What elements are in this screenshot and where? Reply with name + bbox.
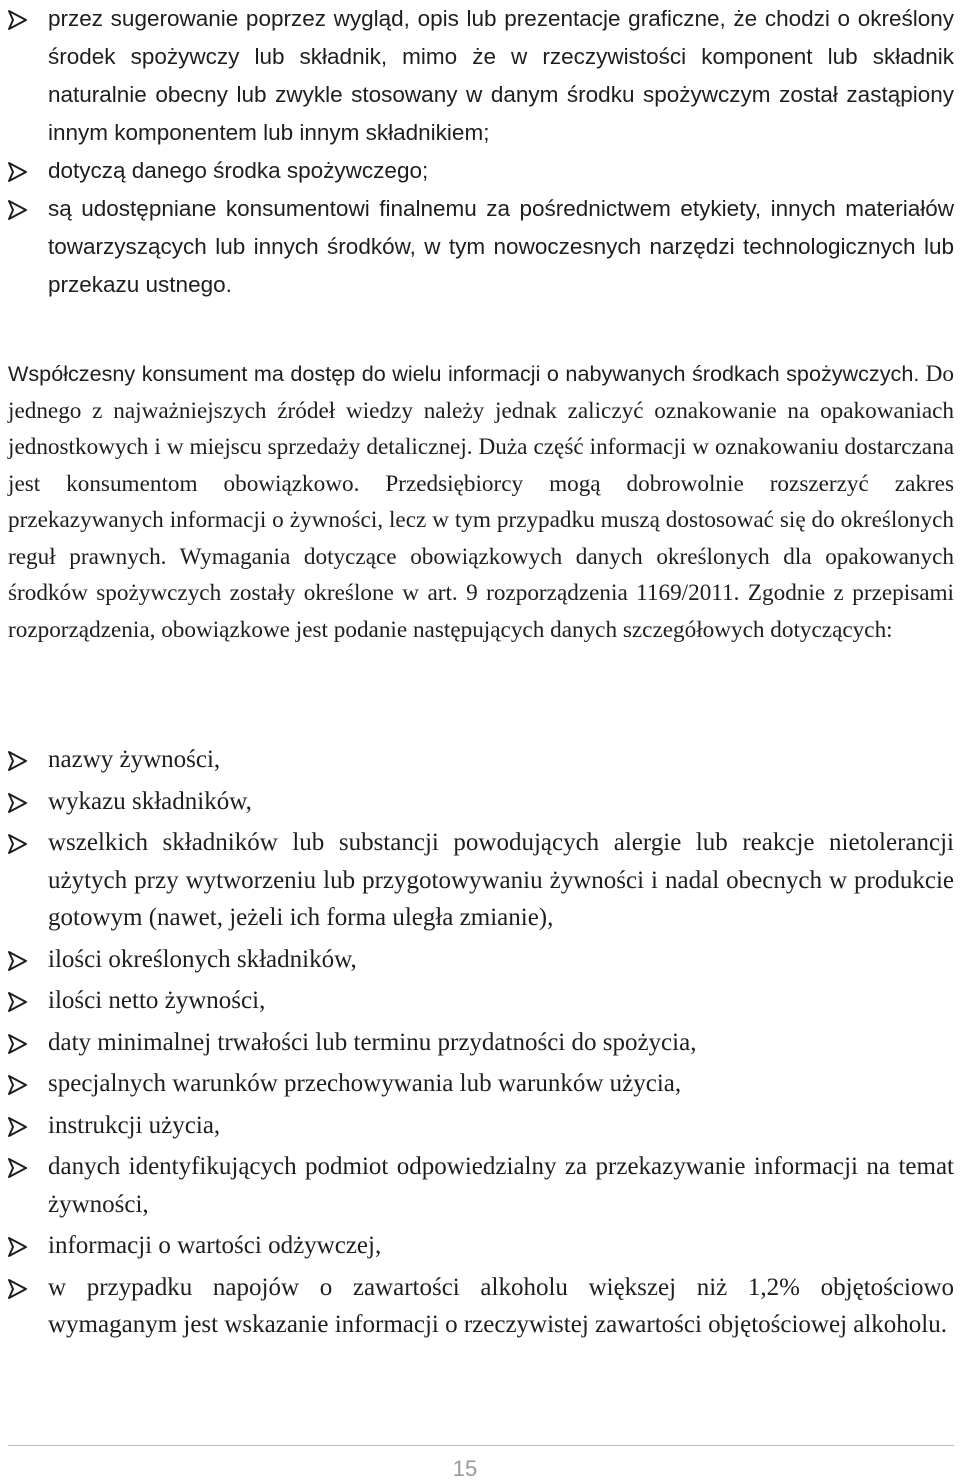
list-item-text: wszelkich składników lub substancji powodujących alergie lub reakcje nietolerancji użytych przy wytworzeniu lub przygotowywaniu żywności i nadal obecnych w produkcie gotowym (nawet, jeżeli ich forma uległa zmianie), [48, 829, 954, 931]
arrow-bullet-icon [8, 161, 28, 183]
arrow-bullet-icon [8, 833, 28, 855]
list-item [8, 941, 954, 979]
list-item-text: instrukcji użycia, [48, 1111, 221, 1139]
list-item-text: danych identyfikujących podmiot odpowiedzialny za przekazywanie informacji na temat żywności, [48, 1153, 954, 1218]
list-item [8, 1065, 954, 1103]
list-item [8, 152, 954, 190]
arrow-bullet-icon [8, 1033, 28, 1055]
paragraph-part-2: Do jednego z najważniejszych źródeł wiedzy należy jednak zaliczyć oznakowanie na opakowaniach jednostkowych i w miejscu sprzedaży detalicznej. Duża część informacji w oznakowaniu dostarczana jest konsumentom obowiązkowo. Przedsiębiorcy mogą dobrowolnie rozszerzyć zakres przekazywanych informacji o żywności, lecz w tym przypadku muszą dostosować się do określonych reguł prawnych. Wymagania dotyczące obowiązkowych danych określonych dla opakowanych środków spożywczych zostały określone w art. 9 rozporządzenia 1169/2011. Zgodnie z przepisami rozporządzenia, obowiązkowe jest podanie następujących danych szczegółowych dotyczących: [8, 361, 954, 643]
list-item-text: przez sugerowanie poprzez wygląd, opis lub prezentacje graficzne, że chodzi o określony środek spożywczy lub składnik, mimo że w rzeczywistości komponent lub składnik naturalnie obecny lub zwykle stosowany w danym środku spożywczym został zastąpiony innym komponentem lub innym składnikiem; [48, 6, 954, 145]
list-item-text: w przypadku napojów o zawartości alkoholu większej niż 1,2% objętościowo wymaganym jest wskazanie informacji o rzeczywistej zawartości objętościowej alkoholu. [48, 1273, 954, 1338]
list-item [8, 783, 954, 821]
list-item-text: ilości netto żywności, [48, 987, 266, 1014]
arrow-bullet-icon [8, 9, 28, 31]
list-item-text: daty minimalnej trwałości lub terminu przydatności do spożycia, [48, 1028, 697, 1056]
list-item-text: ilości określonych składników, [48, 945, 357, 973]
page-number: 15 [452, 1456, 478, 1481]
arrow-bullet-icon [8, 1074, 28, 1096]
arrow-bullet-icon [8, 1278, 28, 1300]
list-item [8, 741, 954, 779]
list-item [8, 982, 954, 1020]
arrow-bullet-icon [8, 1116, 28, 1138]
list-item [8, 824, 954, 937]
body-paragraph [8, 356, 954, 648]
list-item-text: są udostępniane konsumentowi finalnemu za pośrednictwem etykiety, innych materiałów towarzyszących lub innych środków, w tym nowoczesnych narzędzi technologicznych lub przekazu ustnego. [48, 196, 954, 297]
list-item-text: specjalnych warunków przechowywania lub warunków użycia, [48, 1070, 682, 1097]
arrow-bullet-icon [8, 792, 28, 814]
arrow-bullet-icon [8, 950, 28, 972]
top-bullet-list [8, 0, 954, 304]
list-item-text: dotyczą danego środka spożywczego; [48, 158, 429, 183]
bottom-bullet-list [8, 741, 954, 1348]
arrow-bullet-icon [8, 750, 28, 772]
list-item [8, 0, 954, 152]
list-item-text: informacji o wartości odżywczej, [48, 1232, 382, 1259]
list-item [8, 1024, 954, 1062]
arrow-bullet-icon [8, 1236, 28, 1258]
list-item [8, 190, 954, 304]
arrow-bullet-icon [8, 199, 28, 221]
arrow-bullet-icon [8, 1157, 28, 1179]
footer-divider [8, 1445, 954, 1446]
list-item-text: nazwy żywności, [48, 746, 221, 773]
paragraph-part-1: Współczesny konsument ma dostęp do wielu informacji o nabywanych środkach spożywczych. [8, 361, 920, 386]
list-item [8, 1148, 954, 1223]
list-item-text: wykazu składników, [48, 787, 252, 815]
list-item [8, 1107, 954, 1145]
list-item [8, 1227, 954, 1265]
arrow-bullet-icon [8, 991, 28, 1013]
list-item [8, 1269, 954, 1344]
